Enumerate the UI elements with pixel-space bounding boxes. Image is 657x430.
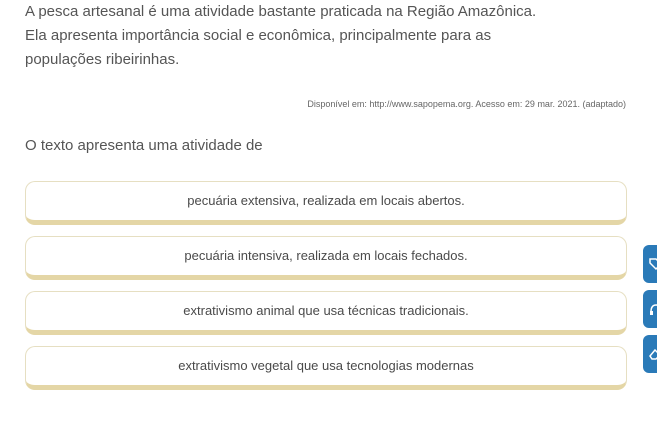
audio-tool-button[interactable]: [643, 290, 657, 328]
eraser-tool-button[interactable]: [643, 335, 657, 373]
question-prompt: O texto apresenta uma atividade de: [25, 137, 263, 154]
passage-line-3: populações ribeirinhas.: [25, 51, 180, 68]
source-citation: Disponível em: http://www.sapopema.org. Acesso em: 29 mar. 2021. (adaptado): [307, 99, 626, 109]
eraser-icon: [648, 347, 657, 361]
tag-icon: [648, 257, 657, 271]
passage-line-2: Ela apresenta importância social e econômica, principalmente para as: [25, 27, 492, 44]
answer-option-c[interactable]: extrativismo animal que usa técnicas tradicionais.: [25, 291, 627, 335]
answer-options: [25, 181, 627, 401]
audio-icon: [648, 302, 657, 316]
side-toolbar: [643, 245, 657, 380]
passage-line-1: A pesca artesanal é uma atividade bastante praticada na Região Amazônica.: [25, 3, 537, 20]
answer-option-b[interactable]: pecuária intensiva, realizada em locais fechados.: [25, 236, 627, 280]
answer-option-d[interactable]: extrativismo vegetal que usa tecnologias modernas: [25, 346, 627, 390]
answer-option-a[interactable]: pecuária extensiva, realizada em locais abertos.: [25, 181, 627, 225]
tag-tool-button[interactable]: [643, 245, 657, 283]
passage-text: [25, 0, 625, 72]
